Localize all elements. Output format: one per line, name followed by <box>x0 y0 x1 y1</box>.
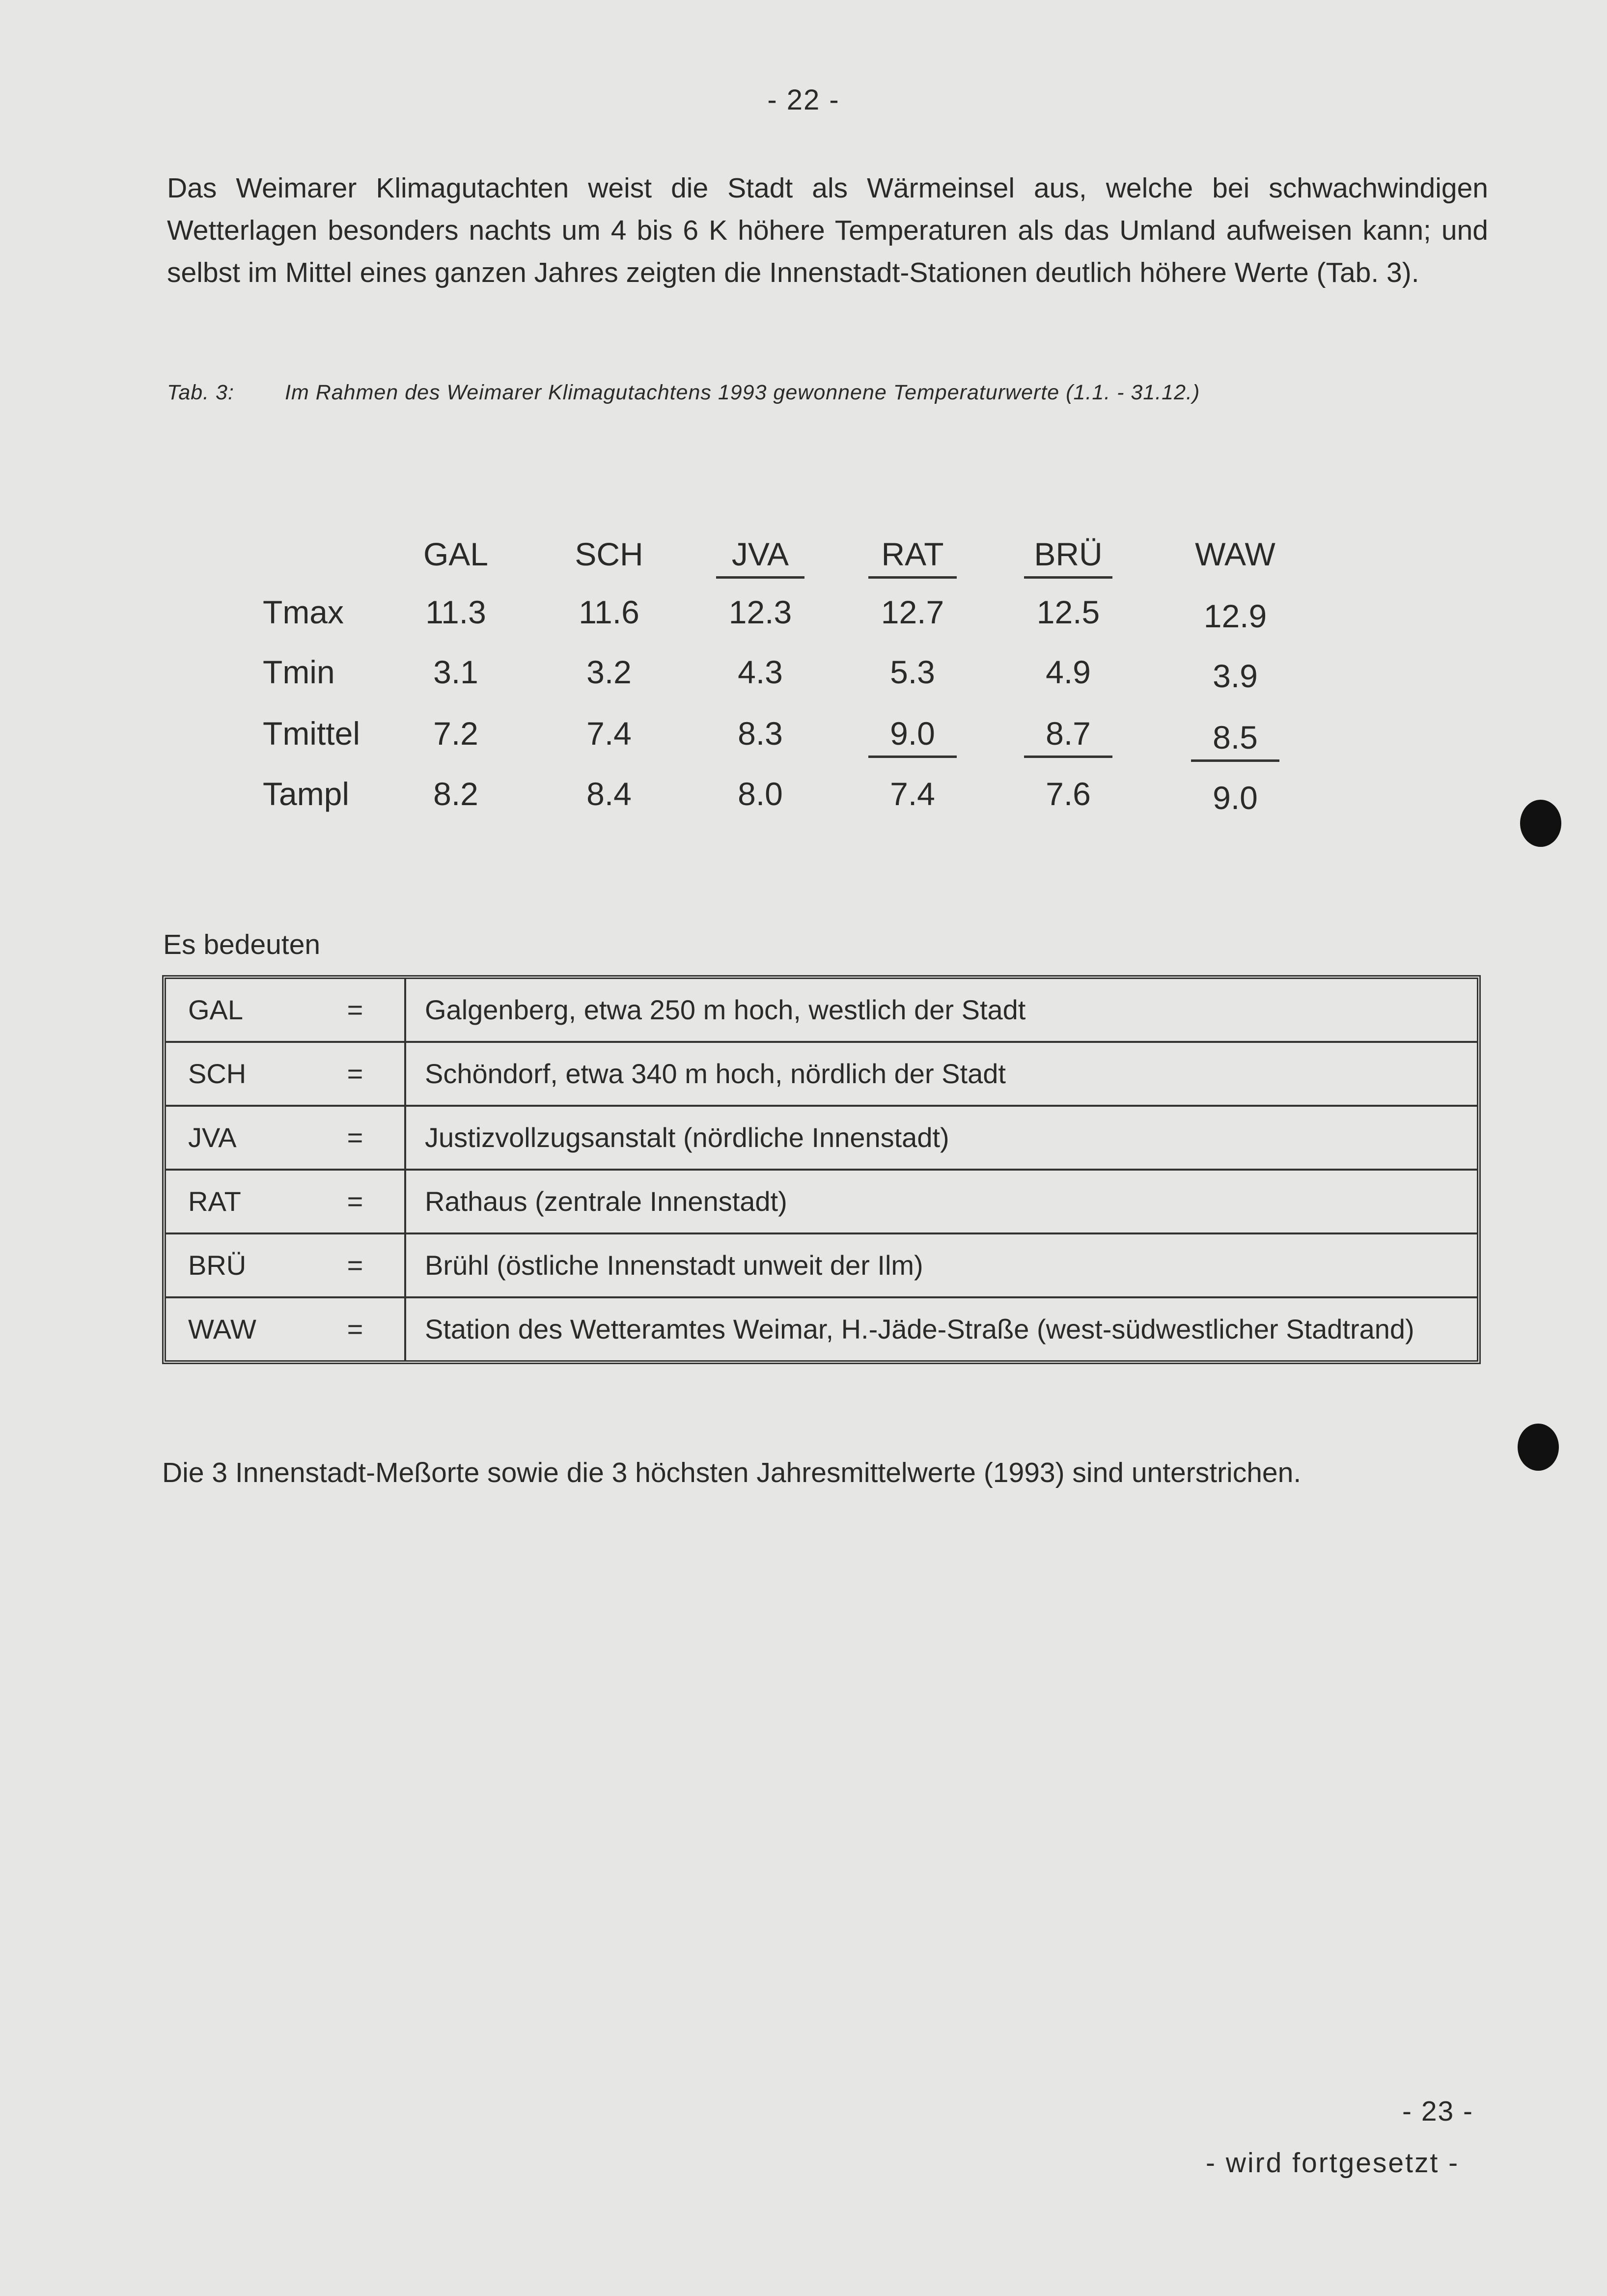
legend-abbr: BRÜ <box>188 1250 247 1281</box>
legend-equals: = <box>306 1298 406 1360</box>
column-header: GAL <box>423 536 489 572</box>
table-cell: 12.5 <box>1036 594 1100 630</box>
table-cell: 8.3 <box>738 715 783 752</box>
punch-hole-icon <box>1518 1424 1559 1471</box>
table-cell: 8.0 <box>738 776 783 812</box>
table-cell: 12.9 <box>1203 598 1267 634</box>
table-cell: 11.3 <box>425 594 486 630</box>
intro-paragraph: Das Weimarer Klimagutachten weist die Stadt als Wärmeinsel aus, welche bei schwachwindigen Wetterlagen besonders nachts um 4 bis 6 K höhere Temperaturen als das Umland aufweisen kann; und selbst im Mittel eines ganzen Jahres zeigten die Innenstadt-Stationen deutlich höhere Werte (Tab. 3). <box>167 172 1488 288</box>
table-cell: 4.9 <box>1046 654 1091 690</box>
row-label: Tampl <box>263 776 350 812</box>
legend-abbr: RAT <box>188 1186 241 1217</box>
table-cell: 3.1 <box>433 654 478 690</box>
table-caption <box>167 381 1493 405</box>
legend-row <box>166 1171 1477 1234</box>
table-cell: 4.3 <box>738 654 783 690</box>
table-cell: 12.7 <box>881 594 944 630</box>
table-cell: 7.6 <box>1046 776 1091 812</box>
column-header: BRÜ <box>1009 535 1127 573</box>
legend-row <box>166 1234 1477 1298</box>
legend-heading: Es bedeuten <box>163 929 321 960</box>
legend-abbr: JVA <box>188 1122 237 1153</box>
column-header: WAW <box>1195 536 1275 572</box>
legend-equals: = <box>306 979 406 1041</box>
table-cell: 7.4 <box>890 776 935 812</box>
legend-equals: = <box>306 1043 406 1105</box>
table-caption-text: Im Rahmen des Weimarer Klimagutachtens 1993 gewonnene Temperaturwerte (1.1. - 31.12.) <box>285 381 1200 404</box>
legend-table <box>162 975 1481 1364</box>
table-cell: 8.2 <box>433 776 478 812</box>
legend-description: Brühl (östliche Innenstadt unweit der Ilm) <box>425 1250 923 1281</box>
table-cell: 7.2 <box>433 715 478 752</box>
legend-description: Galgenberg, etwa 250 m hoch, westlich der Stadt <box>425 994 1026 1025</box>
column-header: RAT <box>854 535 971 573</box>
punch-hole-icon <box>1520 800 1561 847</box>
legend-row <box>166 1298 1477 1360</box>
column-header: SCH <box>575 536 643 572</box>
table-cell: 8.4 <box>586 776 632 812</box>
row-label: Tmin <box>263 654 335 690</box>
table-cell: 12.3 <box>728 594 792 630</box>
table-cell: 3.9 <box>1213 658 1258 694</box>
legend-description: Rathaus (zentrale Innenstadt) <box>425 1186 787 1217</box>
legend-description: Station des Wetteramtes Weimar, H.-Jäde-Straße (west-südwestlicher Stadtrand) <box>425 1314 1414 1344</box>
legend-equals: = <box>306 1234 406 1296</box>
table-cell: 8.5 <box>1176 719 1294 756</box>
table-cell: 8.7 <box>1009 715 1127 752</box>
continued-note: - wird fortgesetzt - <box>1206 2147 1460 2179</box>
legend-description: Schöndorf, etwa 340 m hoch, nördlich der Stadt <box>425 1058 1006 1089</box>
legend-equals: = <box>306 1107 406 1169</box>
legend-description: Justizvollzugsanstalt (nördliche Innenstadt) <box>425 1122 949 1153</box>
table-cell: 9.0 <box>854 715 971 752</box>
page-number-bottom: - 23 - <box>1402 2096 1474 2127</box>
legend-row <box>166 979 1477 1043</box>
legend-row <box>166 1107 1477 1171</box>
column-header: JVA <box>701 535 819 573</box>
legend-equals: = <box>306 1171 406 1232</box>
table-cell: 5.3 <box>890 654 935 690</box>
table-cell: 7.4 <box>586 715 632 752</box>
page-number-top: - 22 - <box>767 84 840 116</box>
row-label: Tmax <box>263 594 344 630</box>
table-cell: 3.2 <box>586 654 632 690</box>
legend-abbr: GAL <box>188 994 244 1025</box>
legend-row <box>166 1043 1477 1107</box>
table-cell: 9.0 <box>1213 780 1258 816</box>
table-caption-label: Tab. 3: <box>167 381 234 404</box>
row-label: Tmittel <box>263 715 360 752</box>
legend-abbr: SCH <box>188 1058 247 1089</box>
table-cell: 11.6 <box>579 594 639 630</box>
footnote: Die 3 Innenstadt-Meßorte sowie die 3 höchsten Jahresmittelwerte (1993) sind unterstrichen. <box>162 1457 1302 1488</box>
legend-abbr: WAW <box>188 1314 256 1344</box>
